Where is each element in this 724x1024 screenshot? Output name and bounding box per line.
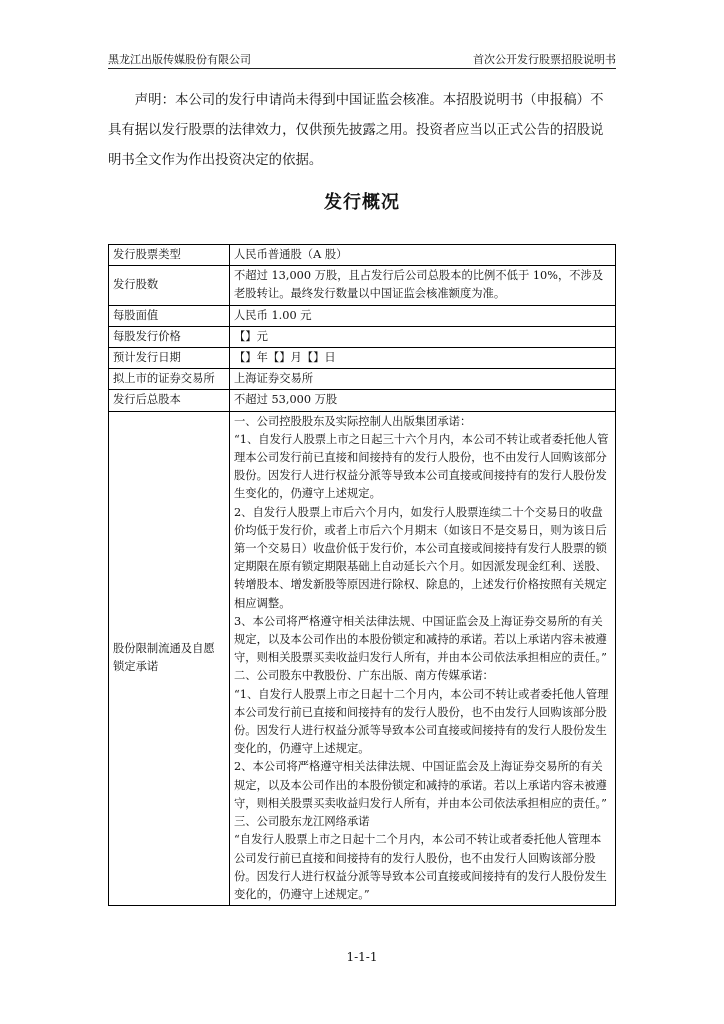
table-row bbox=[109, 326, 616, 347]
lockup-commitments bbox=[230, 411, 616, 905]
row-label: 发行股票类型 bbox=[109, 245, 230, 266]
table-row bbox=[109, 266, 616, 305]
page-header bbox=[108, 52, 616, 69]
section-title: 发行概况 bbox=[324, 192, 400, 213]
row-label: 股份限制流通及自愿锁定承诺 bbox=[109, 411, 230, 905]
table-row bbox=[109, 390, 616, 411]
commitment-line: 2、本公司将严格遵守相关法律法规、中国证监会及上海证券交易所的有关规定，以及本公司作出的本股份锁定和减持的承诺。若以上承诺内容未被遵守，则相关股票买卖收益归发行人所有，并由本公司依法承担相应的责任。” bbox=[234, 760, 607, 810]
row-label: 预计发行日期 bbox=[109, 348, 230, 369]
commitment-line: 三、公司股东龙江网络承诺 bbox=[234, 815, 370, 829]
row-label: 发行股数 bbox=[109, 266, 230, 305]
table-row bbox=[109, 245, 616, 266]
commitment-line: “自发行人股票上市之日起十二个月内，本公司不转让或者委托他人管理本公司发行前已直接和间接持有的发行人股份，也不由发行人回购该部分股份。因发行人进行权益分派等导致本公司直接或间接持有的发行人股份发生变化的，仍遵守上述规定。” bbox=[234, 833, 607, 901]
row-label: 拟上市的证券交易所 bbox=[109, 369, 230, 390]
page-number: 1-1-1 bbox=[346, 950, 378, 964]
table-row-lockup bbox=[109, 411, 616, 905]
row-value: 【】年【】月【】日 bbox=[230, 348, 616, 369]
table-row bbox=[109, 348, 616, 369]
commitment-line: “1、自发行人股票上市之日起十二个月内，本公司不转让或者委托他人管理本公司发行前已直接和间接持有的发行人股份，也不由发行人回购该部分股份。因发行人进行权益分派等导致本公司直接或间接持有的发行人股份发生变化的，仍遵守上述规定。 bbox=[234, 687, 609, 756]
row-value: 上海证券交易所 bbox=[230, 369, 616, 390]
row-value: 不超过 13,000 万股，且占发行后公司总股本的比例不低于 10%，不涉及老股转让。最终发行数量以中国证监会核准额度为准。 bbox=[230, 266, 616, 305]
row-value: 人民币普通股（A 股） bbox=[230, 245, 616, 266]
row-value: 不超过 53,000 万股 bbox=[230, 390, 616, 411]
commitment-line: 2、自发行人股票上市后六个月内，如发行人股票连续二十个交易日的收盘价均低于发行价，或者上市后六个月期末（如该日不是交易日，则为该日后第一个交易日）收盘价低于发行价，本公司直接或间接持有发行人股票的锁定期限在原有锁定期限基础上自动延长六个月。如因派发现金红利、送股、转增股本、增发新股等原因进行除权、除息的，上述发行价格按照有关规定相应调整。 bbox=[234, 505, 607, 610]
row-label: 每股面值 bbox=[109, 305, 230, 326]
row-label: 每股发行价格 bbox=[109, 326, 230, 347]
commitment-line: 3、本公司将严格遵守相关法律法规、中国证监会及上海证券交易所的有关规定，以及本公司作出的本股份锁定和减持的承诺。若以上承诺内容未被遵守，则相关股票买卖收益归发行人所有，并由本公司依法承担相应的责任。” bbox=[234, 614, 607, 665]
row-value: 人民币 1.00 元 bbox=[230, 305, 616, 326]
table-row bbox=[109, 305, 616, 326]
header-doc-title: 首次公开发行股票招股说明书 bbox=[473, 53, 616, 66]
commitment-line: 二、公司股东中教股份、广东出版、南方传媒承诺： bbox=[234, 669, 494, 683]
commitment-line: 一、公司控股股东及实际控制人出版集团承诺： bbox=[234, 414, 472, 428]
row-value: 【】元 bbox=[230, 326, 616, 347]
header-company: 黑龙江出版传媒股份有限公司 bbox=[108, 53, 251, 66]
commitment-line: “1、自发行人股票上市之日起三十六个月内，本公司不转让或者委托他人管理本公司发行前已直接和间接持有的发行人股份，也不由发行人回购该部分股份。因发行人进行权益分派等导致本公司直接或间接持有的发行人股份发生变化的，仍遵守上述规定。 bbox=[234, 432, 609, 501]
row-label: 发行后总股本 bbox=[109, 390, 230, 411]
offering-overview-table bbox=[108, 244, 616, 906]
declaration bbox=[108, 86, 616, 176]
declaration-text: 声明：本公司的发行申请尚未得到中国证监会核准。本招股说明书（申报稿）不具有据以发行股票的法律效力，仅供预先披露之用。投资者应当以正式公告的招股说明书全文作为作出投资决定的依据。 bbox=[108, 93, 604, 168]
table-row bbox=[109, 369, 616, 390]
